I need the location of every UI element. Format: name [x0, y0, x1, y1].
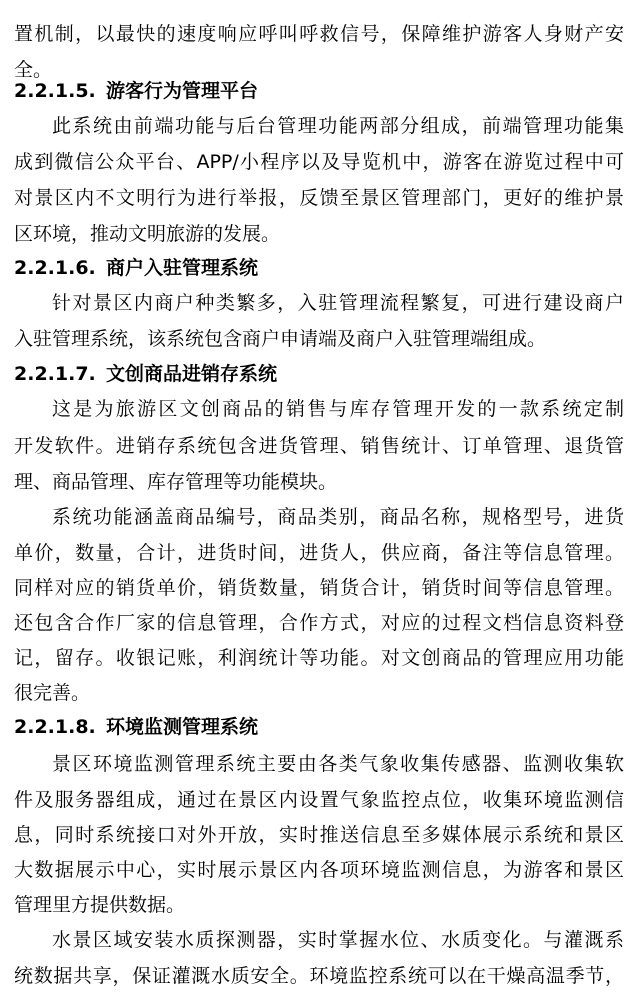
section-title: 环境监测管理系统	[106, 716, 259, 738]
paragraph-line: 全。	[14, 59, 53, 81]
paragraph-line: 单价，数量，合计，进货时间，进货人，供应商，备注等信息管理。	[14, 542, 624, 564]
paragraph-line: 开发软件。进销存系统包含进货管理、销售统计、订单管理、退货管	[14, 435, 624, 457]
section-title: 游客行为管理平台	[106, 80, 259, 102]
section-number: 2.2.1.8.	[14, 716, 96, 738]
section-title: 商户入驻管理系统	[106, 257, 259, 279]
paragraph-line: 区环境，推动文明旅游的发展。	[14, 223, 281, 245]
section-number: 2.2.1.7.	[14, 363, 96, 385]
section-title: 文创商品进销存系统	[106, 363, 278, 385]
section-number: 2.2.1.6.	[14, 257, 96, 279]
paragraph-line: 理、商品管理、库存管理等功能模块。	[14, 471, 338, 493]
paragraph-line: 此系统由前端功能与后台管理功能两部分组成，前端管理功能集	[52, 115, 624, 137]
paragraph-line: 这是为旅游区文创商品的销售与库存管理开发的一款系统定制	[52, 398, 624, 420]
paragraph-line: 对景区内不文明行为进行举报，反馈至景区管理部门，更好的维护景	[14, 187, 624, 209]
section-heading-2-2-1-8	[14, 709, 258, 745]
section-number: 2.2.1.5.	[14, 80, 96, 102]
paragraph-line: 置机制，以最快的速度响应呼叫呼救信号，保障维护游客人身财产安	[14, 23, 624, 45]
section-heading-2-2-1-5	[14, 73, 258, 109]
paragraph-line: 大数据展示中心，实时展示景区内各项环境监测信息，为游客和景区	[14, 859, 624, 881]
section-heading-2-2-1-7	[14, 356, 277, 392]
paragraph-line: 系统功能涵盖商品编号，商品类别，商品名称，规格型号，进货	[52, 506, 624, 528]
paragraph-line: 针对景区内商户种类繁多，入驻管理流程繁复，可进行建设商户	[52, 292, 624, 314]
paragraph-line: 入驻管理系统，该系统包含商户申请端及商户入驻管理端组成。	[14, 328, 547, 350]
paragraph-line: 成到微信公众平台、APP/小程序以及导览机中，游客在游览过程中可	[14, 151, 624, 173]
paragraph-line: 很完善。	[14, 682, 91, 704]
section-heading-2-2-1-6	[14, 250, 258, 286]
paragraph-line: 水景区域安装水质探测器，实时掌握水位、水质变化。与灌溉系	[52, 929, 624, 951]
paragraph-line: 件及服务器组成，通过在景区内设置气象监控点位，收集环境监测信	[14, 789, 624, 811]
paragraph-line: 景区环境监测管理系统主要由各类气象收集传感器、监测收集软	[52, 753, 624, 775]
paragraph-line: 还包含合作厂家的信息管理，合作方式，对应的过程文档信息资料登	[14, 612, 624, 634]
paragraph-line: 管理里方提供数据。	[14, 894, 186, 916]
paragraph-line: 同样对应的销货单价，销货数量，销货合计，销货时间等信息管理。	[14, 577, 624, 599]
paragraph-line: 记，留存。收银记账，利润统计等功能。对文创商品的管理应用功能	[14, 647, 624, 669]
paragraph-line: 息，同时系统接口对外开放，实时推送信息至多媒体展示系统和景区	[14, 824, 624, 846]
paragraph-line: 统数据共享，保证灌溉水质安全。环境监控系统可以在干燥高温季节，	[14, 965, 624, 987]
